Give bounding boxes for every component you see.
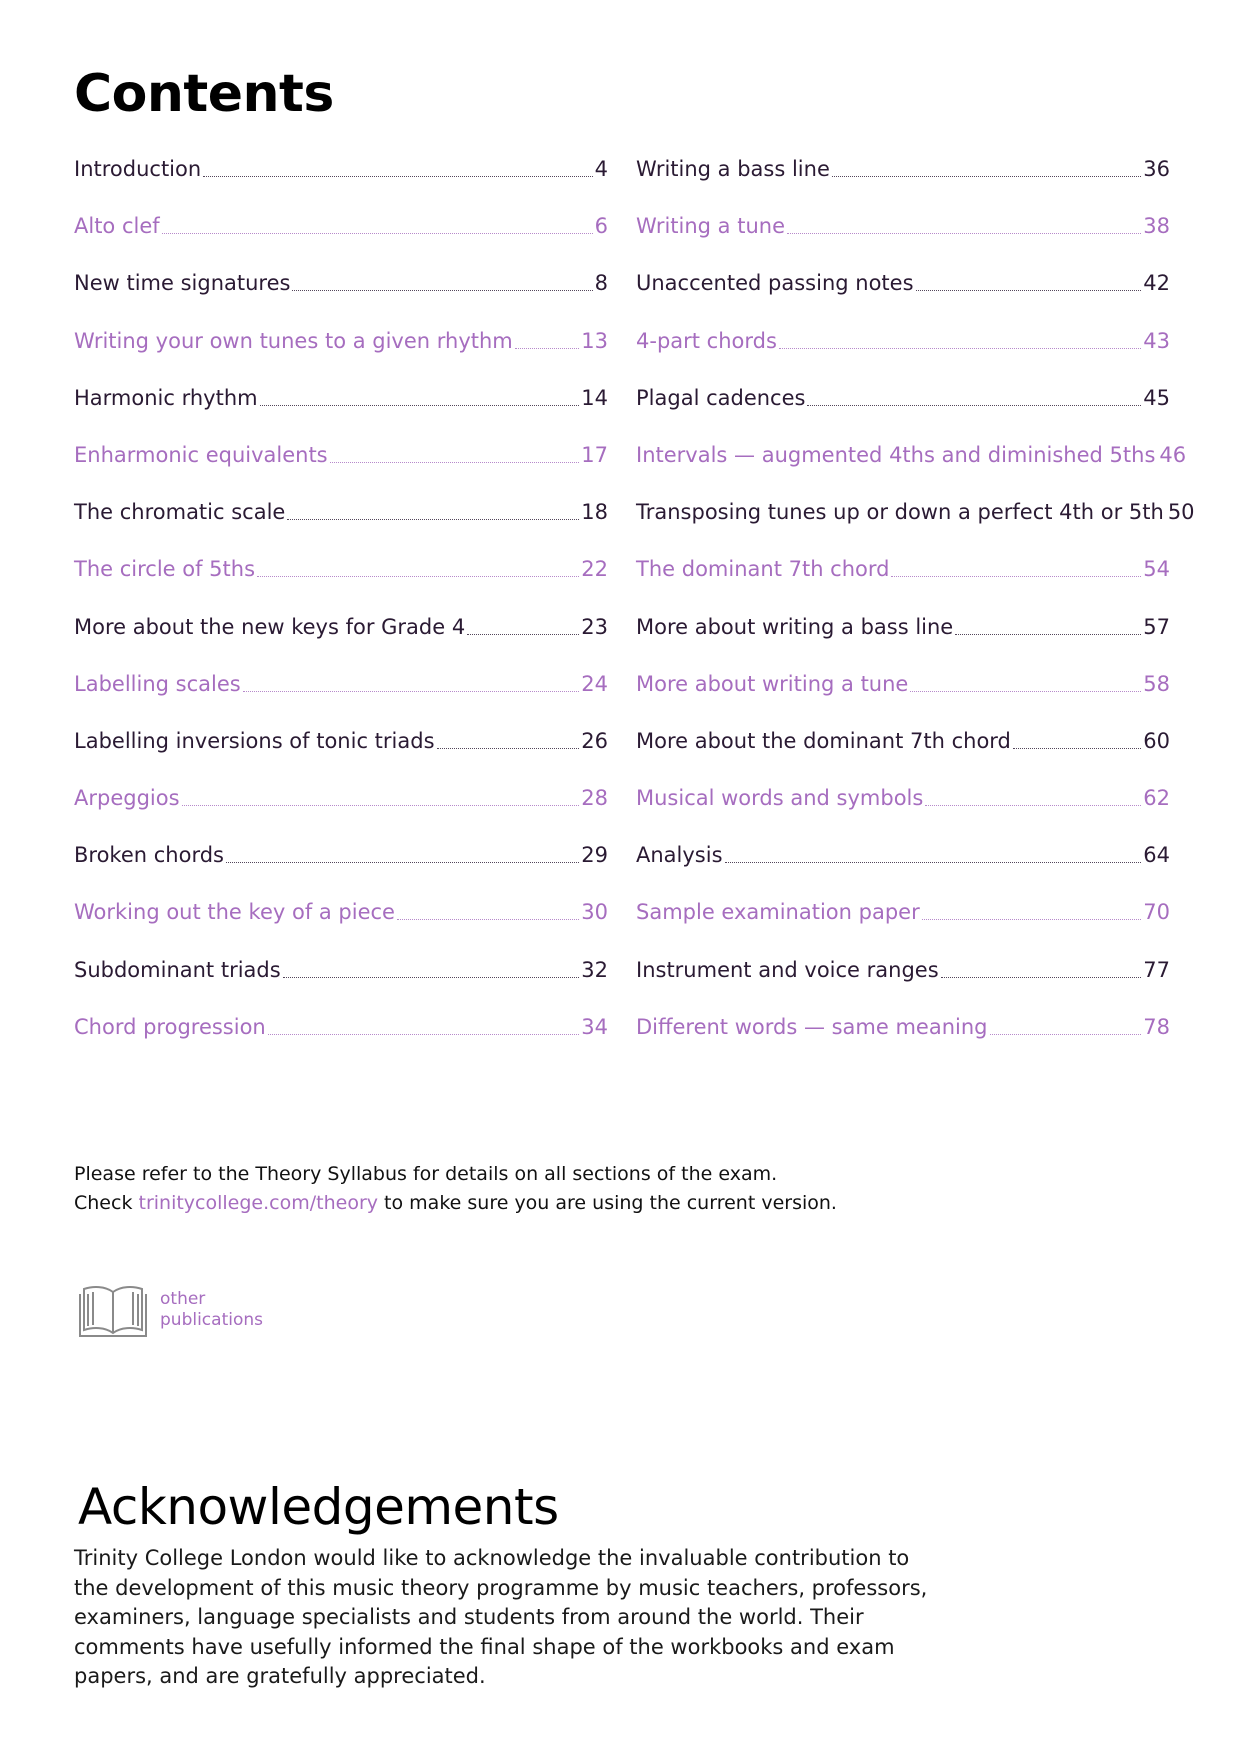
open-book-icon bbox=[78, 1282, 148, 1338]
toc-entry[interactable] bbox=[74, 614, 608, 671]
toc-entry[interactable] bbox=[636, 1014, 1170, 1071]
toc-entry-page-number: 23 bbox=[581, 614, 608, 639]
toc-entry-page-number: 26 bbox=[581, 728, 608, 753]
dot-leader bbox=[910, 671, 1141, 692]
dot-leader bbox=[922, 899, 1142, 920]
dot-leader bbox=[226, 842, 579, 863]
toc-entry-page-number: 30 bbox=[581, 900, 608, 925]
toc-entry[interactable] bbox=[74, 385, 608, 442]
toc-entry-page-number: 50 bbox=[1167, 500, 1195, 525]
toc-entry[interactable] bbox=[636, 499, 1195, 556]
toc-entry-title: Labelling scales bbox=[74, 671, 241, 696]
acknowledgements-body: Trinity College London would like to acknowledge the invaluable contribution to the development of this music theory programme by music teachers, professors, examiners, language specialists and students from around the world. Their comments have usefully informed the final shape of the workbooks and exam papers, and are gratefully appreciated. bbox=[74, 1546, 928, 1688]
dot-leader bbox=[725, 842, 1142, 863]
toc-entry-page-number: 4 bbox=[594, 157, 608, 181]
toc-entry[interactable] bbox=[636, 213, 1170, 270]
dot-leader bbox=[162, 213, 593, 234]
toc-entry-page-number: 28 bbox=[581, 786, 608, 811]
toc-entry-title: Writing a bass line bbox=[636, 157, 830, 181]
toc-entry-page-number: 46 bbox=[1159, 442, 1187, 467]
dot-leader bbox=[330, 442, 580, 463]
dot-leader bbox=[515, 328, 580, 349]
toc-entry[interactable] bbox=[636, 385, 1170, 442]
toc-entry-title: 4-part chords bbox=[636, 328, 777, 353]
toc-entry-title: The circle of 5ths bbox=[74, 557, 256, 582]
other-publications-link[interactable] bbox=[78, 1282, 263, 1338]
toc-entry-title: Sample examination paper bbox=[636, 900, 920, 925]
dot-leader bbox=[779, 328, 1141, 349]
syllabus-note bbox=[74, 1160, 1074, 1218]
dot-leader bbox=[397, 899, 579, 920]
dot-leader bbox=[257, 556, 579, 577]
toc-entry[interactable] bbox=[636, 728, 1170, 785]
toc-entry[interactable] bbox=[74, 899, 608, 956]
toc-entry-title: Writing a tune bbox=[636, 214, 785, 239]
toc-entry[interactable] bbox=[636, 328, 1170, 385]
page-title: Contents bbox=[74, 64, 334, 124]
toc-entry-page-number: 60 bbox=[1143, 728, 1170, 753]
toc-entry-title: Subdominant triads bbox=[74, 957, 281, 982]
toc-entry-title: New time signatures bbox=[74, 271, 291, 296]
toc-entry[interactable] bbox=[636, 156, 1170, 213]
other-publications-label bbox=[160, 1289, 263, 1331]
dot-leader bbox=[832, 156, 1141, 177]
dot-leader bbox=[916, 270, 1142, 291]
dot-leader bbox=[467, 614, 579, 635]
toc-entry-title: Musical words and symbols bbox=[636, 786, 924, 811]
toc-entry-page-number: 14 bbox=[581, 385, 608, 410]
dot-leader bbox=[243, 671, 580, 692]
toc-entry-page-number: 24 bbox=[581, 671, 608, 696]
toc-column-right bbox=[636, 156, 1195, 1071]
toc-entry[interactable] bbox=[74, 328, 608, 385]
toc-entry[interactable] bbox=[74, 957, 608, 1014]
toc-entry-page-number: 54 bbox=[1143, 557, 1170, 582]
toc-entry-title: Different words — same meaning bbox=[636, 1014, 988, 1039]
toc-entry-page-number: 77 bbox=[1143, 957, 1170, 982]
toc-column-left bbox=[74, 156, 608, 1071]
theory-syllabus-link[interactable]: trinitycollege.com/theory bbox=[138, 1192, 379, 1214]
toc-entry[interactable] bbox=[74, 442, 608, 499]
dot-leader bbox=[203, 156, 592, 177]
toc-entry[interactable] bbox=[74, 270, 608, 327]
toc-entry-title: Introduction bbox=[74, 157, 202, 181]
syllabus-note-suffix: to make sure you are using the current version. bbox=[378, 1192, 837, 1214]
toc-entry[interactable] bbox=[74, 156, 608, 213]
dot-leader bbox=[891, 556, 1141, 577]
toc-entry-page-number: 8 bbox=[594, 271, 608, 296]
toc-entry-page-number: 58 bbox=[1143, 671, 1170, 696]
toc-entry-title: Alto clef bbox=[74, 214, 160, 239]
toc-entry-page-number: 17 bbox=[581, 442, 608, 467]
acknowledgements-title: Acknowledgements bbox=[78, 1478, 559, 1536]
dot-leader bbox=[283, 957, 580, 978]
toc-entry-page-number: 29 bbox=[581, 843, 608, 868]
toc-entry-page-number: 34 bbox=[581, 1014, 608, 1039]
toc-entry-title: Intervals — augmented 4ths and diminished 5ths bbox=[636, 442, 1156, 467]
dot-leader bbox=[260, 385, 580, 406]
toc-entry-title: More about the dominant 7th chord bbox=[636, 728, 1011, 753]
toc-entry-title: Unaccented passing notes bbox=[636, 271, 914, 296]
toc-entry-title: Transposing tunes up or down a perfect 4th or 5th bbox=[636, 500, 1164, 525]
toc-entry-page-number: 64 bbox=[1143, 843, 1170, 868]
toc-entry-page-number: 78 bbox=[1143, 1014, 1170, 1039]
toc-entry-title: Writing your own tunes to a given rhythm bbox=[74, 328, 513, 353]
toc-entry[interactable] bbox=[74, 785, 608, 842]
syllabus-note-line-1: Please refer to the Theory Syllabus for details on all sections of the exam. bbox=[74, 1163, 778, 1185]
toc-entry-title: Broken chords bbox=[74, 843, 224, 868]
toc-entry-title: Instrument and voice ranges bbox=[636, 957, 939, 982]
toc-entry-page-number: 38 bbox=[1143, 214, 1170, 239]
dot-leader bbox=[182, 785, 580, 806]
dot-leader bbox=[268, 1014, 580, 1035]
syllabus-note-prefix: Check bbox=[74, 1192, 139, 1214]
toc-entry-page-number: 18 bbox=[581, 500, 608, 525]
toc-entry-title: Labelling inversions of tonic triads bbox=[74, 728, 435, 753]
toc-entry[interactable] bbox=[636, 842, 1170, 899]
toc-entry[interactable] bbox=[74, 556, 608, 613]
toc-entry[interactable] bbox=[74, 213, 608, 270]
dot-leader bbox=[787, 213, 1141, 234]
toc-entry-title: Working out the key of a piece bbox=[74, 900, 395, 925]
toc-entry-title: More about writing a bass line bbox=[636, 614, 954, 639]
dot-leader bbox=[1013, 728, 1141, 749]
toc-entry-page-number: 62 bbox=[1143, 786, 1170, 811]
toc-entry-title: Harmonic rhythm bbox=[74, 385, 258, 410]
dot-leader bbox=[292, 270, 592, 291]
toc-entry-page-number: 22 bbox=[581, 557, 608, 582]
toc-entry-page-number: 70 bbox=[1143, 900, 1170, 925]
toc-entry[interactable] bbox=[636, 270, 1170, 327]
toc-entry[interactable] bbox=[636, 899, 1170, 956]
table-of-contents bbox=[74, 156, 1195, 1056]
toc-entry[interactable] bbox=[636, 671, 1170, 728]
toc-entry-title: More about writing a tune bbox=[636, 671, 909, 696]
toc-entry[interactable] bbox=[636, 442, 1187, 499]
toc-entry[interactable] bbox=[636, 556, 1170, 613]
toc-entry[interactable] bbox=[636, 614, 1170, 671]
toc-entry-page-number: 6 bbox=[594, 214, 608, 239]
toc-entry-page-number: 43 bbox=[1143, 328, 1170, 353]
toc-entry-title: The dominant 7th chord bbox=[636, 557, 890, 582]
toc-entry-title: Plagal cadences bbox=[636, 385, 806, 410]
dot-leader bbox=[941, 957, 1142, 978]
toc-entry-title: Chord progression bbox=[74, 1014, 266, 1039]
toc-entry-page-number: 42 bbox=[1143, 271, 1170, 296]
toc-entry[interactable] bbox=[74, 728, 608, 785]
toc-entry[interactable] bbox=[74, 1014, 608, 1071]
toc-entry-page-number: 32 bbox=[581, 957, 608, 982]
toc-entry-title: Analysis bbox=[636, 843, 723, 868]
toc-entry-page-number: 13 bbox=[581, 328, 608, 353]
dot-leader bbox=[955, 614, 1141, 635]
syllabus-note-line-2 bbox=[74, 1189, 1074, 1218]
other-publications-line-2: publications bbox=[160, 1310, 263, 1330]
toc-entry[interactable] bbox=[636, 957, 1170, 1014]
toc-entry[interactable] bbox=[74, 671, 608, 728]
toc-entry-title: More about the new keys for Grade 4 bbox=[74, 614, 466, 639]
toc-entry-title: The chromatic scale bbox=[74, 500, 286, 525]
dot-leader bbox=[990, 1014, 1142, 1035]
toc-entry[interactable] bbox=[74, 842, 608, 899]
toc-entry[interactable] bbox=[74, 499, 608, 556]
dot-leader bbox=[287, 499, 579, 520]
toc-entry-page-number: 45 bbox=[1143, 385, 1170, 410]
toc-entry-page-number: 36 bbox=[1143, 157, 1170, 181]
toc-entry[interactable] bbox=[636, 785, 1170, 842]
dot-leader bbox=[925, 785, 1141, 806]
toc-entry-title: Arpeggios bbox=[74, 786, 180, 811]
toc-entry-title: Enharmonic equivalents bbox=[74, 442, 328, 467]
toc-entry-page-number: 57 bbox=[1143, 614, 1170, 639]
dot-leader bbox=[437, 728, 580, 749]
other-publications-line-1: other bbox=[160, 1289, 206, 1309]
dot-leader bbox=[807, 385, 1141, 406]
